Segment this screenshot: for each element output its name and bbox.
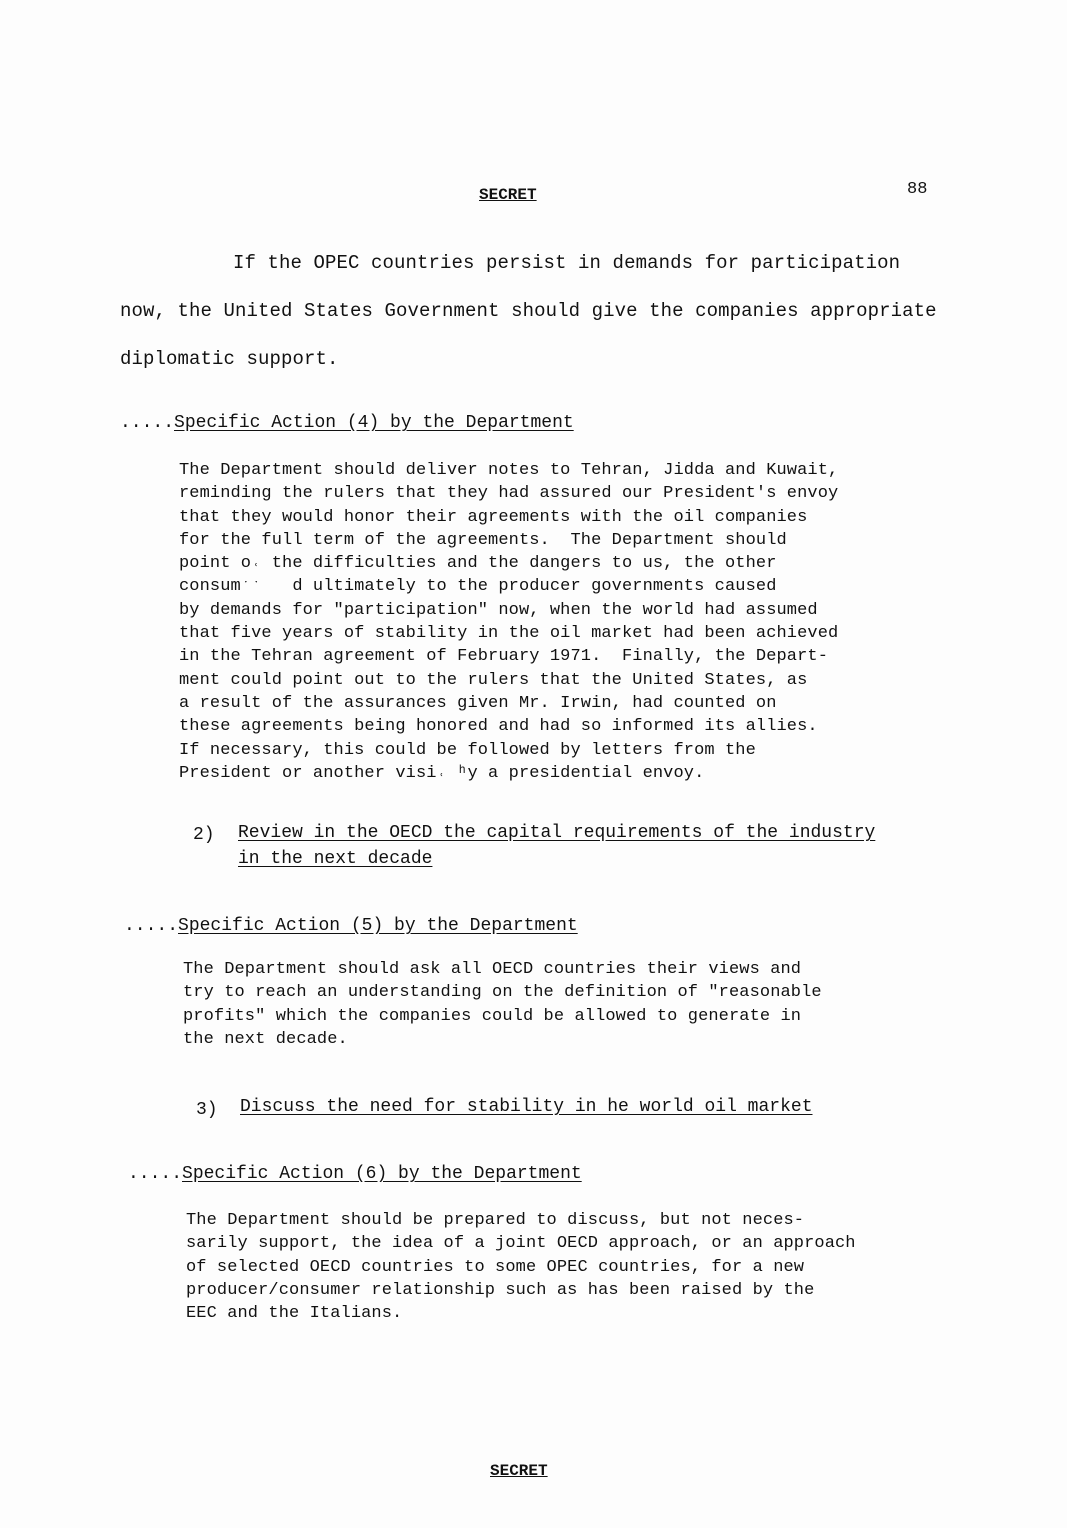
action-6-line: of selected OECD countries to some OPEC countries, for a new [186,1257,805,1277]
intro-line-1: If the OPEC countries persist in demands for participation [233,252,901,274]
action-6-body [186,1209,856,1325]
intro-line-3: diplomatic support. [120,348,339,370]
action-6-title: Specific Action (6) by the Department [182,1164,582,1184]
action-5-title: Specific Action (5) by the Department [178,916,578,936]
action-5-heading [124,916,578,936]
action-5-line: try to reach an understanding on the definition of "reasonable [183,983,822,1003]
action-6-line: The Department should be prepared to discuss, but not neces- [186,1211,805,1230]
action-4-heading [120,413,574,433]
action-5-line: the next decade. [183,1029,348,1049]
item-3-text: Discuss the need for stability in he world oil market [240,1097,813,1117]
intro-line-2: now, the United States Government should give the companies appropriate [120,300,937,322]
action-4-line: point o˓ the difficulties and the dangers to us, the other [179,554,777,574]
item-3-number: 3) [196,1100,218,1120]
item-2-number: 2) [193,825,215,845]
action-4-line: for the full term of the agreements. The Department should [179,530,787,550]
action-4-line: ment could point out to the rulers that the United States, as [179,670,808,690]
item-2-line: in the next decade [238,849,433,869]
item-2-line: Review in the OECD the capital requirements of the industry [238,823,876,843]
action-6-line: EEC and the Italians. [186,1304,403,1324]
action-4-line: reminding the rulers that they had assured our President's envoy [179,484,839,504]
action-4-title: Specific Action (4) by the Department [174,413,574,433]
action-6-line: producer/consumer relationship such as has been raised by the [186,1280,815,1300]
action-4-line: by demands for "participation" now, when the world had assumed [179,600,818,620]
footer-classification: SECRET [490,1462,548,1480]
action-4-body [179,459,838,785]
page-number: 88 [907,180,928,199]
action-4-line: that they would honor their agreements with the oil companies [179,507,808,527]
action-4-line: If necessary, this could be followed by letters from the [179,740,756,760]
action-5-body [183,958,822,1051]
action-4-prefix: ..... [120,413,175,433]
action-6-line: sarily support, the idea of a joint OECD approach, or an approach [186,1234,856,1254]
action-4-line: in the Tehran agreement of February 1971. Finally, the Depart- [179,647,829,667]
header-classification: SECRET [479,186,537,204]
action-6-prefix: ..... [128,1164,183,1184]
action-4-line: President or another visi˓ ʰy a presidential envoy. [179,763,705,783]
action-4-line: a result of the assurances given Mr. Irwin, had counted on [179,693,777,713]
action-4-line: these agreements being honored and had so informed its allies. [179,717,818,737]
action-5-line: The Department should ask all OECD countries their views and [183,960,802,979]
action-4-line: The Department should deliver notes to Tehran, Jidda and Kuwait, [179,461,839,480]
action-5-line: profits" which the companies could be allowed to generate in [183,1006,802,1026]
action-5-prefix: ..... [124,916,179,936]
item-3-text-wrap [240,1094,813,1120]
item-2-text [238,820,875,872]
action-4-line: that five years of stability in the oil market had been achieved [179,624,839,644]
action-6-heading [128,1164,582,1184]
action-4-line: consumˑˑ d ultimately to the producer governments caused [179,577,777,597]
